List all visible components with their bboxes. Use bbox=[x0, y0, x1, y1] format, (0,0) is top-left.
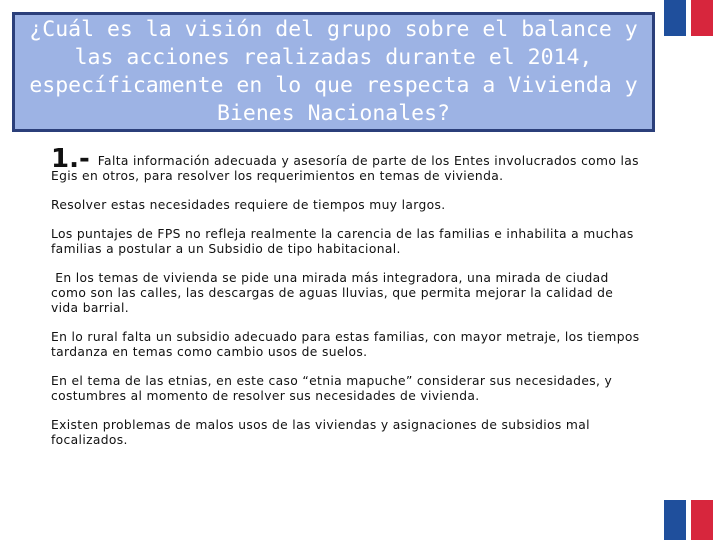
flag-blue-bar bbox=[664, 0, 686, 36]
first-paragraph bbox=[51, 144, 641, 184]
content-body bbox=[51, 144, 641, 462]
title-box bbox=[12, 12, 655, 132]
paragraph-4: En lo rural falta un subsidio adecuado para estas familias, con mayor metraje, los tiempos tardanza en temas como cambio usos de suelos. bbox=[51, 330, 640, 359]
flag-stripe-top-decoration bbox=[664, 0, 716, 36]
first-paragraph-text: Falta información adecuada y asesoría de parte de los Entes involucrados como las Egis en otros, para resolver los requerimientos en temas de vivienda. bbox=[51, 154, 639, 183]
flag-stripe-bottom-decoration bbox=[664, 500, 716, 540]
paragraph-1: Resolver estas necesidades requiere de tiempos muy largos. bbox=[51, 198, 446, 212]
paragraph-6: Existen problemas de malos usos de las viviendas y asignaciones de subsidios mal focalizados. bbox=[51, 418, 590, 447]
item-number: 1.- bbox=[51, 144, 90, 174]
paragraph-3: En los temas de vivienda se pide una mirada más integradora, una mirada de ciudad como son las calles, las descargas de aguas lluvias, que permita mejorar la calidad de vida barrial. bbox=[51, 271, 618, 315]
slide-title: ¿Cuál es la visión del grupo sobre el balance y las acciones realizadas durante el 2014, específicamente en lo que respecta a Vivienda y Bienes Nacionales? bbox=[29, 17, 638, 126]
flag-red-bar bbox=[691, 500, 713, 540]
paragraph-2: Los puntajes de FPS no refleja realmente la carencia de las familias e inhabilita a muchas familias a postular a un Subsidio de tipo habitacional. bbox=[51, 227, 634, 256]
flag-red-bar bbox=[691, 0, 713, 36]
paragraph-5: En el tema de las etnias, en este caso “etnia mapuche” considerar sus necesidades, y costumbres al momento de resolver sus necesidades de vivienda. bbox=[51, 374, 613, 403]
flag-blue-bar bbox=[664, 500, 686, 540]
